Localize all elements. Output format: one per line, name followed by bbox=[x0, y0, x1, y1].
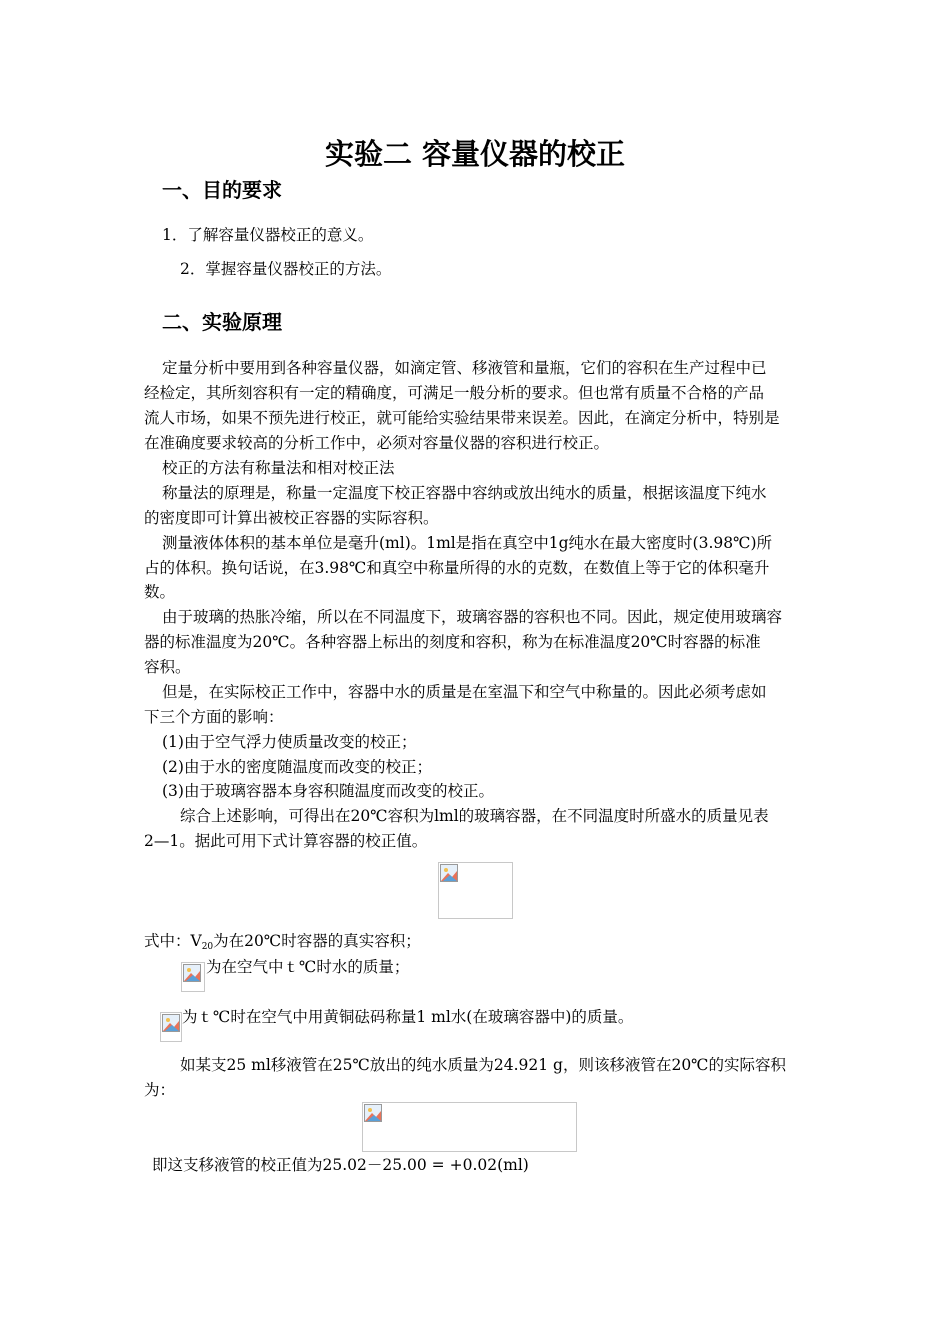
paragraph-line: 由于玻璃的热胀冷缩，所以在不同温度下，玻璃容器的容积也不同。因此，规定使用玻璃容 bbox=[162, 608, 783, 626]
symbol-image bbox=[160, 1012, 182, 1042]
symbol-image bbox=[181, 962, 205, 992]
subscript: 20 bbox=[201, 942, 214, 952]
section-heading-objectives: 一、目的要求 bbox=[162, 178, 282, 202]
paragraph-line: 测量液体体积的基本单位是毫升(ml)。1ml是指在真空中1g纯水在最大密度时(3.98℃)所 bbox=[162, 534, 772, 552]
paragraph-line: 下三个方面的影响： bbox=[144, 708, 284, 726]
paragraph-line: 校正的方法有称量法和相对校正法 bbox=[162, 459, 395, 477]
paragraph-line: 2—1。据此可用下式计算容器的校正值。 bbox=[144, 832, 428, 850]
paragraph-line: 器的标准温度为20℃。各种容器上标出的刻度和容积，称为在标准温度20℃时容器的标准 bbox=[144, 633, 761, 651]
document-title: 实验二 容量仪器的校正 bbox=[324, 137, 626, 171]
list-item: (3)由于玻璃容器本身容积随温度而改变的校正。 bbox=[162, 782, 494, 800]
broken-image-icon bbox=[162, 1014, 180, 1032]
variable-definition-v20 bbox=[144, 931, 421, 954]
result-line: 即这支移液管的校正值为25.02－25.00 = +0.02(ml) bbox=[152, 1156, 529, 1174]
paragraph-line: 如某支25 ml移液管在25℃放出的纯水质量为24.921 g，则该移液管在20℃的实际容积 bbox=[180, 1056, 787, 1074]
variable-definition-brass: 为ｔ℃时在空气中用黄铜砝码称量1 ml水(在玻璃容器中)的质量。 bbox=[182, 1008, 634, 1026]
broken-image-icon bbox=[364, 1104, 382, 1122]
paragraph-line: 在准确度要求较高的分析工作中，必须对容量仪器的容积进行校正。 bbox=[144, 434, 610, 452]
paragraph-line: 称量法的原理是，称量一定温度下校正容器中容纳或放出纯水的质量，根据该温度下纯水 bbox=[162, 484, 767, 502]
variable-definition-mass: 为在空气中ｔ℃时水的质量； bbox=[206, 958, 410, 976]
paragraph-line: 为： bbox=[144, 1081, 176, 1099]
paragraph-line: 经检定，其所刻容积有一定的精确度，可满足一般分析的要求。但也常有质量不合格的产品 bbox=[144, 384, 765, 402]
list-item: (1)由于空气浮力使质量改变的校正； bbox=[162, 733, 417, 751]
definition-prefix: 式中：V bbox=[144, 932, 202, 950]
paragraph-line: 但是，在实际校正工作中，容器中水的质量是在室温下和空气中称量的。因此必须考虑如 bbox=[162, 683, 767, 701]
definition-text: 为在20℃时容器的真实容积； bbox=[213, 932, 421, 950]
broken-image-icon bbox=[440, 864, 458, 882]
objective-item-2: 2．掌握容量仪器校正的方法。 bbox=[180, 260, 392, 278]
paragraph-line: 容积。 bbox=[144, 658, 191, 676]
calculation-image bbox=[362, 1102, 577, 1152]
paragraph-line: 定量分析中要用到各种容量仪器，如滴定管、移液管和量瓶，它们的容积在生产过程中已 bbox=[162, 359, 767, 377]
objective-item-1: 1．了解容量仪器校正的意义。 bbox=[162, 226, 374, 244]
paragraph-line: 综合上述影响，可得出在20℃容积为lml的玻璃容器，在不同温度时所盛水的质量见表 bbox=[180, 807, 769, 825]
section-heading-principle: 二、实验原理 bbox=[162, 310, 282, 334]
broken-image-icon bbox=[183, 964, 201, 982]
list-item: (2)由于水的密度随温度而改变的校正； bbox=[162, 758, 432, 776]
paragraph-line: 数。 bbox=[144, 583, 176, 601]
paragraph-line: 流人市场，如果不预先进行校正，就可能给实验结果带来误差。因此，在滴定分析中，特别是 bbox=[144, 409, 780, 427]
paragraph-line: 占的体积。换句话说，在3.98℃和真空中称量所得的水的克数，在数值上等于它的体积毫升 bbox=[144, 559, 770, 577]
paragraph-line: 的密度即可计算出被校正容器的实际容积。 bbox=[144, 509, 439, 527]
formula-image bbox=[438, 862, 513, 919]
